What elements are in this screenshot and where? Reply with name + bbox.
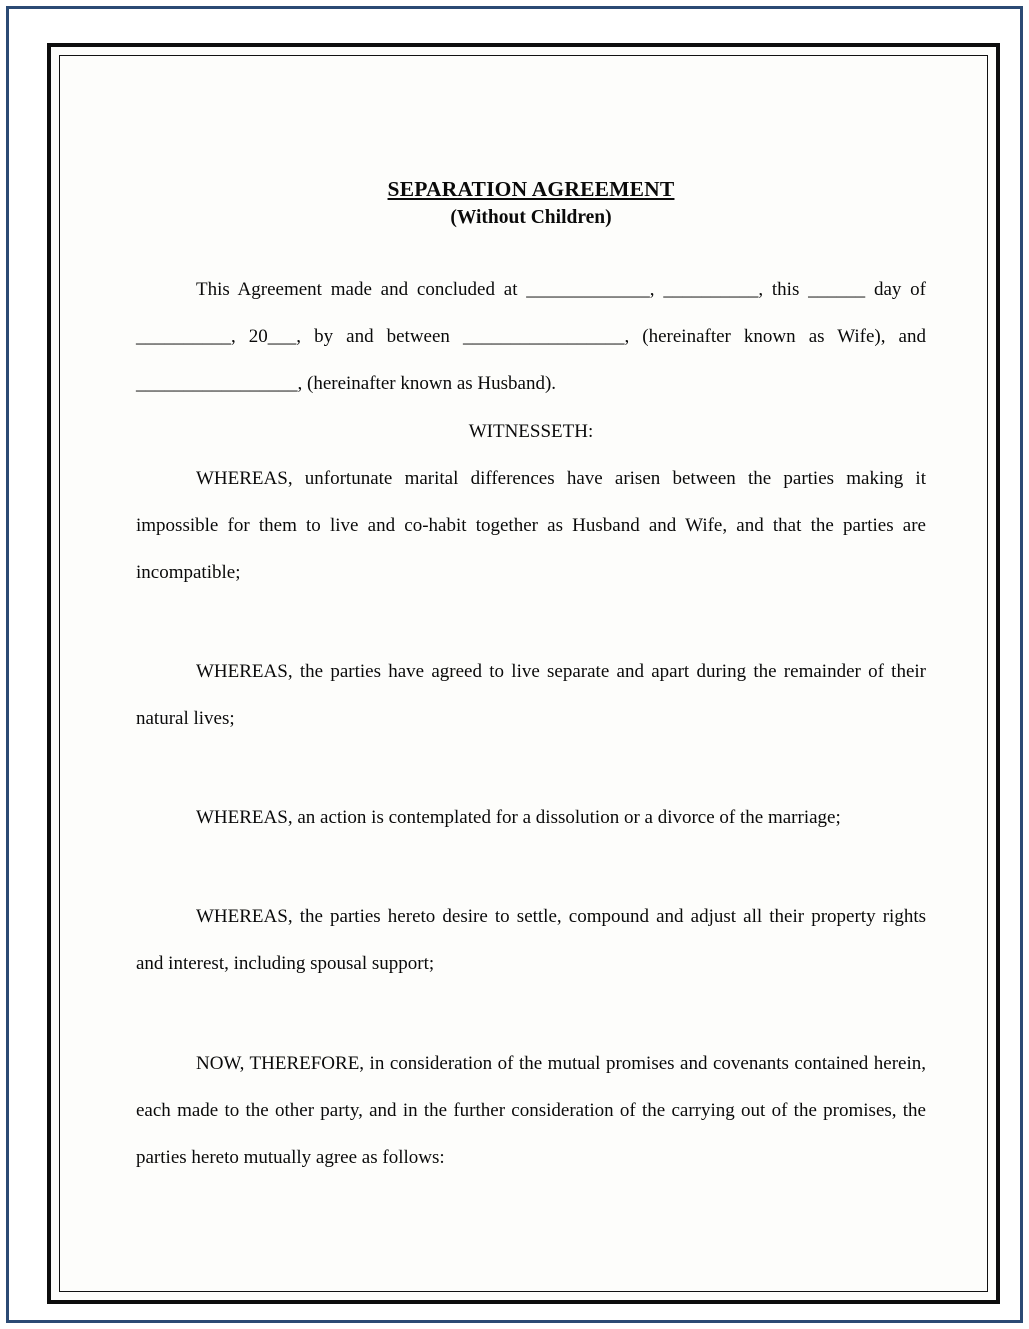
- clause-spacer-1: [136, 596, 926, 648]
- clause-spacer-4: [136, 988, 926, 1040]
- clause-paragraph-4: WHEREAS, the parties hereto desire to settle, compound and adjust all their property rights and interest, including spousal support;: [136, 906, 926, 975]
- outer-border: [6, 6, 1023, 1323]
- witnesseth-heading: WITNESSETH:: [468, 420, 594, 442]
- document-content: [136, 150, 926, 1290]
- page-title: SEPARATION AGREEMENT: [387, 177, 675, 201]
- intro-paragraph: This Agreement made and concluded at _____________, __________, this ______ day of __________, 20___, by and between _________________, (hereinafter known as Wife), and _________________, (hereinafter known as Husband).: [136, 279, 926, 395]
- clause-paragraph-1: WHEREAS, unfortunate marital differences have arisen between the parties making it impossible for them to live and co-habit together as Husband and Wife, and that the parties are incompatible;: [136, 467, 926, 583]
- inner-border-thick: [47, 43, 1000, 1304]
- title-block: [136, 176, 926, 230]
- inner-border-thin: [59, 55, 988, 1292]
- clause-paragraph-2: WHEREAS, the parties have agreed to live separate and apart during the remainder of their natural lives;: [136, 660, 926, 730]
- clause-paragraph-3: WHEREAS, an action is contemplated for a dissolution or a divorce of the marriage;: [196, 807, 841, 829]
- page-subtitle: (Without Children): [450, 206, 612, 228]
- clause-paragraph-5: NOW, THEREFORE, in consideration of the mutual promises and covenants contained herein, each made to the other party, and in the further consideration of the carrying out of the promises, the parties hereto mutually agree as follows:: [136, 1052, 926, 1168]
- clause-spacer-2: [136, 742, 926, 794]
- clause-spacer-3: [136, 841, 926, 893]
